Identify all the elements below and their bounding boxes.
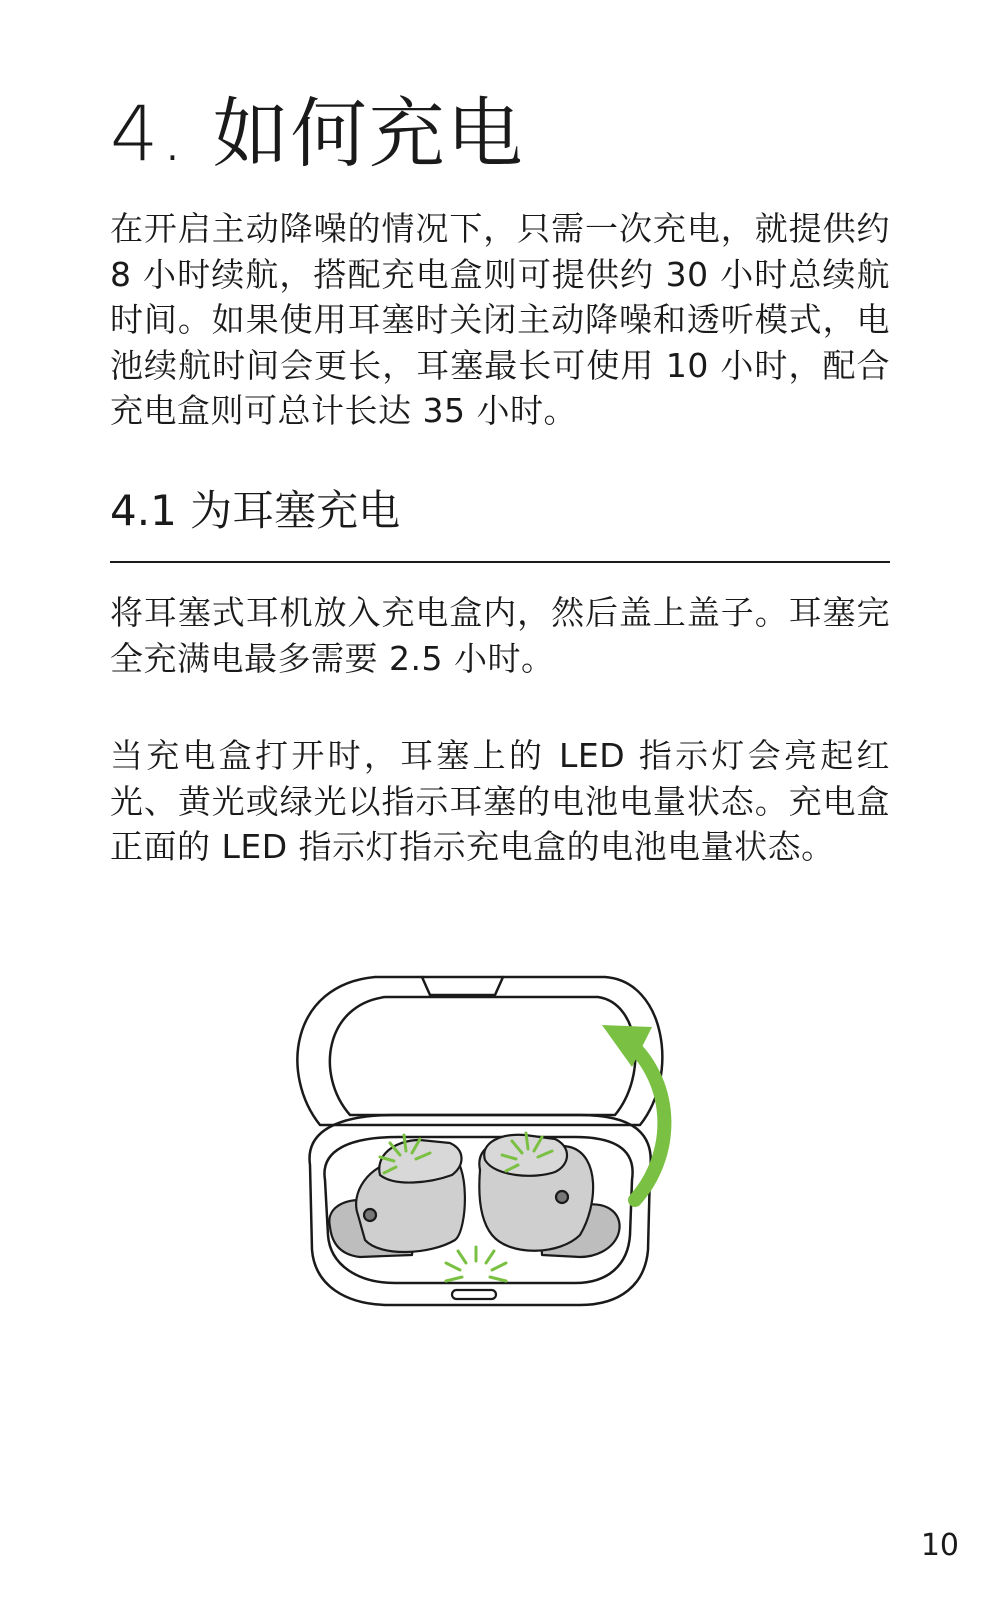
page-number: 10 — [920, 1528, 959, 1563]
intro-paragraph: 在开启主动降噪的情况下，只需一次充电，就提供约 8 小时续航，搭配充电盒则可提供约 30 小时总续航时间。如果使用耳塞时关闭主动降噪和透听模式，电池续航时间会更长，耳塞最长可使用 10 小时，配合充电盒则可总计长达 35 小时。 — [110, 209, 890, 430]
section-divider — [110, 561, 890, 563]
page-title: 4. 如何充电 — [110, 89, 525, 178]
charging-case-illustration — [280, 965, 700, 1345]
led-paragraph: 当充电盒打开时，耳塞上的 LED 指示灯会亮起红光、黄光或绿光以指示耳塞的电池电量状态。充电盒正面的 LED 指示灯指示充电盒的电池电量状态。 — [110, 736, 890, 866]
case-led-indicator — [446, 1247, 506, 1281]
charging-paragraph: 将耳塞式耳机放入充电盒内，然后盖上盖子。耳塞完全充满电最多需要 2.5 小时。 — [110, 593, 890, 678]
section-title: 4.1 为耳塞充电 — [110, 486, 401, 535]
case-lid — [297, 977, 662, 1125]
usb-port — [452, 1290, 496, 1299]
left-earbud — [329, 1140, 465, 1257]
